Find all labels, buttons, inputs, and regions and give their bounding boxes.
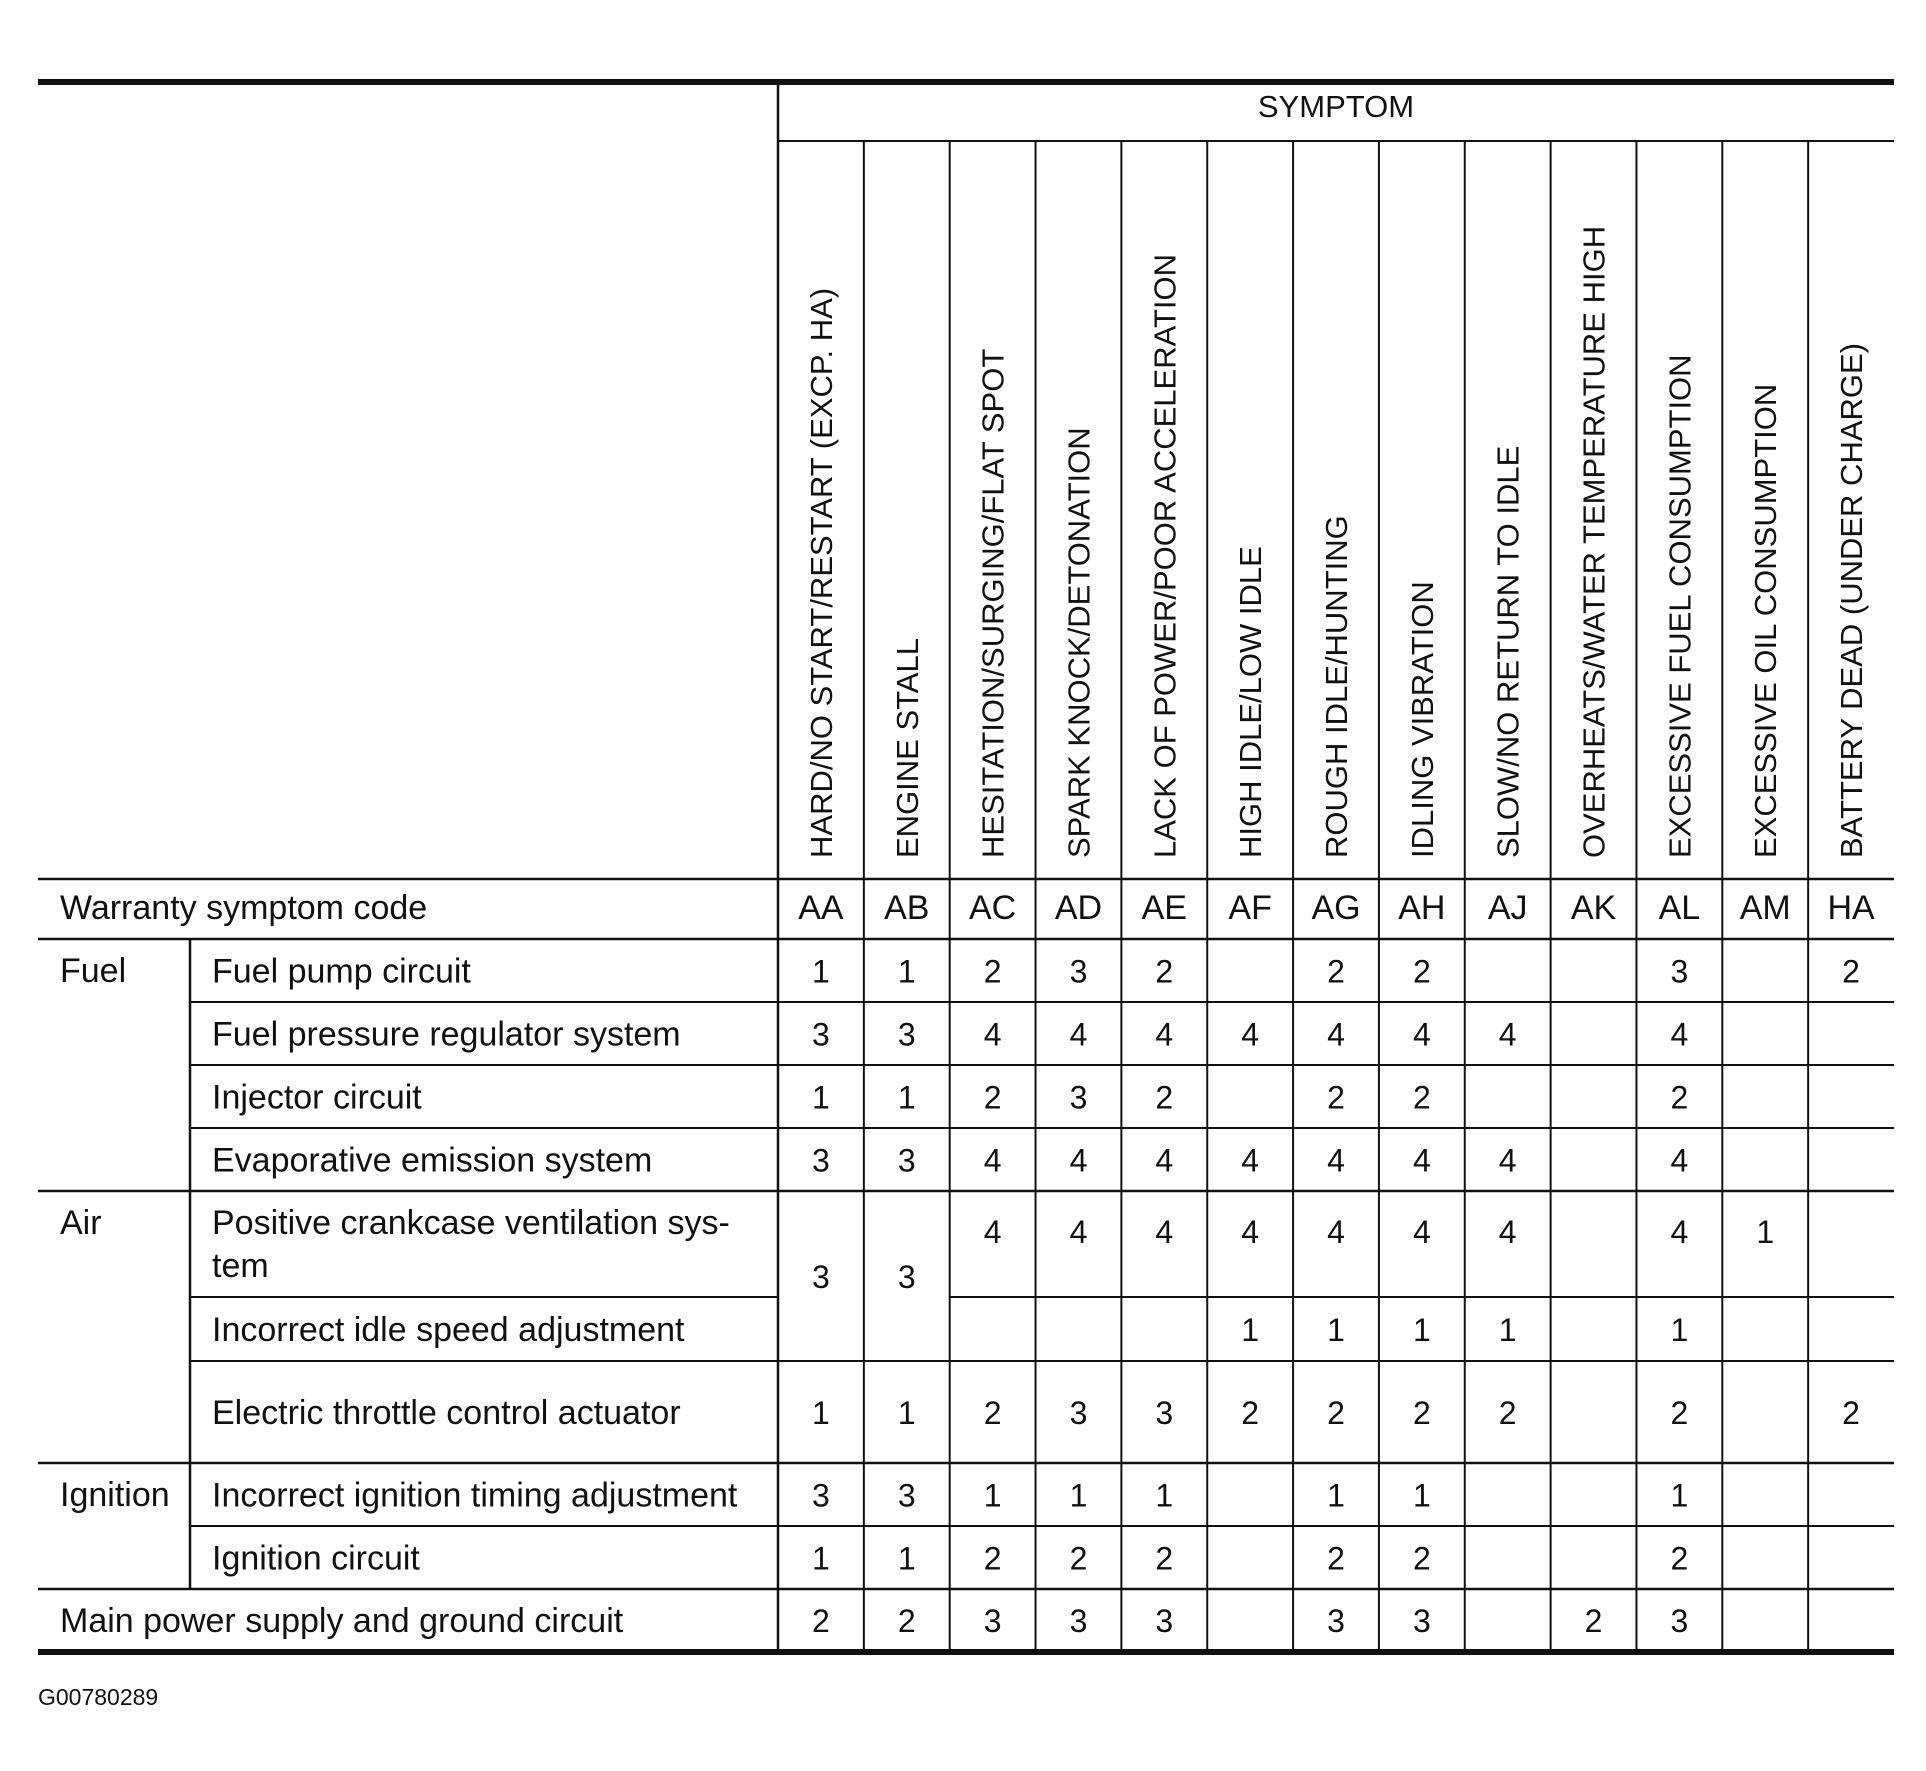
cell-value: 2 bbox=[1327, 953, 1345, 990]
row-label: Positive crankcase ventilation sys- bbox=[212, 1204, 730, 1242]
cell-value: 4 bbox=[1327, 1142, 1345, 1179]
symptom-label: ROUGH IDLE/HUNTING bbox=[1319, 515, 1354, 858]
cell-value: 4 bbox=[1327, 1214, 1345, 1250]
cell-value: 3 bbox=[897, 1259, 916, 1295]
cell-value: 1 bbox=[1241, 1312, 1260, 1348]
cell-value: 2 bbox=[1155, 953, 1174, 990]
warranty-code: AD bbox=[1054, 889, 1103, 927]
cell-value: 1 bbox=[897, 1540, 916, 1577]
cell-value: 1 bbox=[1327, 1312, 1345, 1348]
row-label: Evaporative emission system bbox=[212, 1141, 653, 1180]
main-row-label: Main power supply and ground circuit bbox=[60, 1602, 624, 1640]
warranty-code: AJ bbox=[1487, 889, 1528, 927]
warranty-code: AA bbox=[798, 889, 844, 927]
cell-value: 1 bbox=[1756, 1214, 1775, 1250]
cell-value: 3 bbox=[1069, 1603, 1088, 1639]
cell-value: 4 bbox=[1670, 1142, 1689, 1179]
cell-value: 4 bbox=[1155, 1214, 1174, 1250]
cell-value: 1 bbox=[1670, 1477, 1689, 1514]
symptom-label: OVERHEATS/WATER TEMPERATURE HIGH bbox=[1576, 225, 1612, 858]
cell-value: 2 bbox=[1155, 1540, 1174, 1577]
cell-value: 3 bbox=[1069, 953, 1088, 990]
warranty-code: AG bbox=[1311, 889, 1361, 927]
cell-value: 2 bbox=[1155, 1079, 1174, 1116]
warranty-code: AB bbox=[884, 889, 930, 927]
cell-value: 1 bbox=[1412, 1312, 1431, 1348]
cell-value: 3 bbox=[1670, 1603, 1689, 1639]
warranty-code-label: Warranty symptom code bbox=[60, 889, 428, 927]
cell-value: 1 bbox=[1327, 1477, 1345, 1514]
cell-value: 3 bbox=[1155, 1395, 1174, 1431]
cell-value: 3 bbox=[897, 1477, 916, 1514]
symptom-label: HESITATION/SURGING/FLAT SPOT bbox=[975, 348, 1011, 858]
cell-value: 4 bbox=[1498, 1016, 1517, 1053]
cell-value: 1 bbox=[1412, 1477, 1431, 1514]
row-label: Fuel pump circuit bbox=[212, 952, 471, 991]
cell-value: 4 bbox=[983, 1016, 1002, 1053]
cell-value: 1 bbox=[1069, 1477, 1088, 1514]
cell-value: 2 bbox=[1412, 1395, 1431, 1431]
cell-value: 4 bbox=[983, 1142, 1002, 1179]
cell-value: 3 bbox=[983, 1603, 1002, 1639]
category-label: Ignition bbox=[60, 1476, 170, 1514]
row-label: Incorrect ignition timing adjustment bbox=[212, 1476, 738, 1515]
symptom-label: EXCESSIVE OIL CONSUMPTION bbox=[1748, 383, 1784, 858]
cell-value: 1 bbox=[812, 1079, 830, 1116]
cell-value: 2 bbox=[812, 1603, 830, 1639]
category-label: Fuel bbox=[60, 952, 127, 990]
cell-value: 2 bbox=[983, 1395, 1002, 1431]
cell-value: 4 bbox=[1498, 1142, 1517, 1179]
cell-value: 2 bbox=[1327, 1079, 1345, 1116]
figure-id: G00780289 bbox=[38, 1684, 159, 1710]
symptom-label: SLOW/NO RETURN TO IDLE bbox=[1490, 445, 1526, 858]
cell-value: 1 bbox=[1155, 1477, 1174, 1514]
row-label: Fuel pressure regulator system bbox=[212, 1015, 681, 1054]
cell-value: 4 bbox=[983, 1214, 1002, 1250]
cell-value: 1 bbox=[812, 1395, 830, 1431]
cell-value: 3 bbox=[1670, 953, 1689, 990]
cell-value: 2 bbox=[983, 1540, 1002, 1577]
warranty-code: AK bbox=[1570, 889, 1617, 927]
cell-value: 2 bbox=[1069, 1540, 1088, 1577]
cell-value: 1 bbox=[1670, 1312, 1689, 1348]
cell-value: 4 bbox=[1498, 1214, 1517, 1250]
cell-value: 2 bbox=[1412, 1079, 1431, 1116]
cell-value: 4 bbox=[1412, 1214, 1431, 1250]
cell-value: 2 bbox=[1842, 953, 1860, 990]
warranty-code: AE bbox=[1141, 889, 1187, 927]
cell-value: 2 bbox=[897, 1603, 916, 1639]
row-label: tem bbox=[212, 1247, 269, 1285]
cell-value: 1 bbox=[983, 1477, 1002, 1514]
warranty-code: AF bbox=[1228, 889, 1272, 927]
cell-value: 4 bbox=[1241, 1142, 1260, 1179]
cell-value: 4 bbox=[1670, 1016, 1689, 1053]
cell-value: 2 bbox=[1327, 1540, 1345, 1577]
cell-value: 2 bbox=[1412, 1540, 1431, 1577]
cell-value: 2 bbox=[1412, 953, 1431, 990]
cell-value: 1 bbox=[812, 953, 830, 990]
cell-value: 4 bbox=[1155, 1016, 1174, 1053]
cell-value: 3 bbox=[812, 1142, 830, 1179]
cell-value: 2 bbox=[1584, 1603, 1603, 1639]
symptom-label: SPARK KNOCK/DETONATION bbox=[1061, 427, 1097, 858]
cell-value: 3 bbox=[1155, 1603, 1174, 1639]
category-label: Air bbox=[60, 1204, 102, 1242]
cell-value: 1 bbox=[897, 953, 916, 990]
cell-value: 4 bbox=[1155, 1142, 1174, 1179]
warranty-code: AH bbox=[1398, 889, 1446, 927]
symptom-label: ENGINE STALL bbox=[889, 638, 925, 858]
cell-value: 4 bbox=[1327, 1016, 1345, 1053]
symptom-label: HARD/NO START/RESTART (EXCP. HA) bbox=[803, 287, 839, 858]
symptom-label: LACK OF POWER/POOR ACCELERATION bbox=[1147, 253, 1183, 858]
cell-value: 4 bbox=[1241, 1214, 1260, 1250]
cell-value: 1 bbox=[897, 1395, 916, 1431]
cell-value: 3 bbox=[1327, 1603, 1345, 1639]
cell-value: 2 bbox=[1670, 1079, 1689, 1116]
cell-value: 4 bbox=[1069, 1016, 1088, 1053]
symptom-label: EXCESSIVE FUEL CONSUMPTION bbox=[1662, 354, 1698, 858]
cell-value: 2 bbox=[983, 1079, 1002, 1116]
cell-value: 3 bbox=[812, 1016, 830, 1053]
warranty-code: AM bbox=[1739, 889, 1791, 927]
cell-value: 3 bbox=[1412, 1603, 1431, 1639]
cell-value: 1 bbox=[812, 1540, 830, 1577]
cell-value: 4 bbox=[1412, 1016, 1431, 1053]
cell-value: 4 bbox=[1241, 1016, 1260, 1053]
warranty-code: AC bbox=[968, 889, 1017, 927]
cell-value: 3 bbox=[897, 1142, 916, 1179]
cell-value: 3 bbox=[812, 1259, 830, 1295]
cell-value: 4 bbox=[1069, 1142, 1088, 1179]
cell-value: 2 bbox=[1842, 1395, 1860, 1431]
cell-value: 2 bbox=[1241, 1395, 1260, 1431]
symptom-title: SYMPTOM bbox=[1257, 89, 1415, 124]
cell-value: 3 bbox=[1069, 1395, 1088, 1431]
cell-value: 2 bbox=[1670, 1395, 1689, 1431]
cell-value: 2 bbox=[1327, 1395, 1345, 1431]
cell-value: 3 bbox=[812, 1477, 830, 1514]
cell-value: 1 bbox=[897, 1079, 916, 1116]
row-label: Ignition circuit bbox=[212, 1539, 420, 1578]
row-label: Incorrect idle speed adjustment bbox=[212, 1311, 685, 1349]
symptom-label: BATTERY DEAD (UNDER CHARGE) bbox=[1834, 342, 1870, 858]
cell-value: 4 bbox=[1412, 1142, 1431, 1179]
symptom-label: HIGH IDLE/LOW IDLE bbox=[1233, 546, 1269, 858]
warranty-code: HA bbox=[1827, 889, 1875, 927]
warranty-code: AL bbox=[1658, 889, 1701, 927]
row-label: Electric throttle control actuator bbox=[212, 1394, 681, 1432]
cell-value: 2 bbox=[983, 953, 1002, 990]
cell-value: 4 bbox=[1069, 1214, 1088, 1250]
cell-value: 2 bbox=[1670, 1540, 1689, 1577]
cell-value: 2 bbox=[1498, 1395, 1517, 1431]
row-label: Injector circuit bbox=[212, 1078, 422, 1117]
cell-value: 1 bbox=[1498, 1312, 1517, 1348]
cell-value: 3 bbox=[1069, 1079, 1088, 1116]
symptom-label: IDLING VIBRATION bbox=[1404, 581, 1440, 858]
cell-value: 4 bbox=[1670, 1214, 1689, 1250]
cell-value: 3 bbox=[897, 1016, 916, 1053]
